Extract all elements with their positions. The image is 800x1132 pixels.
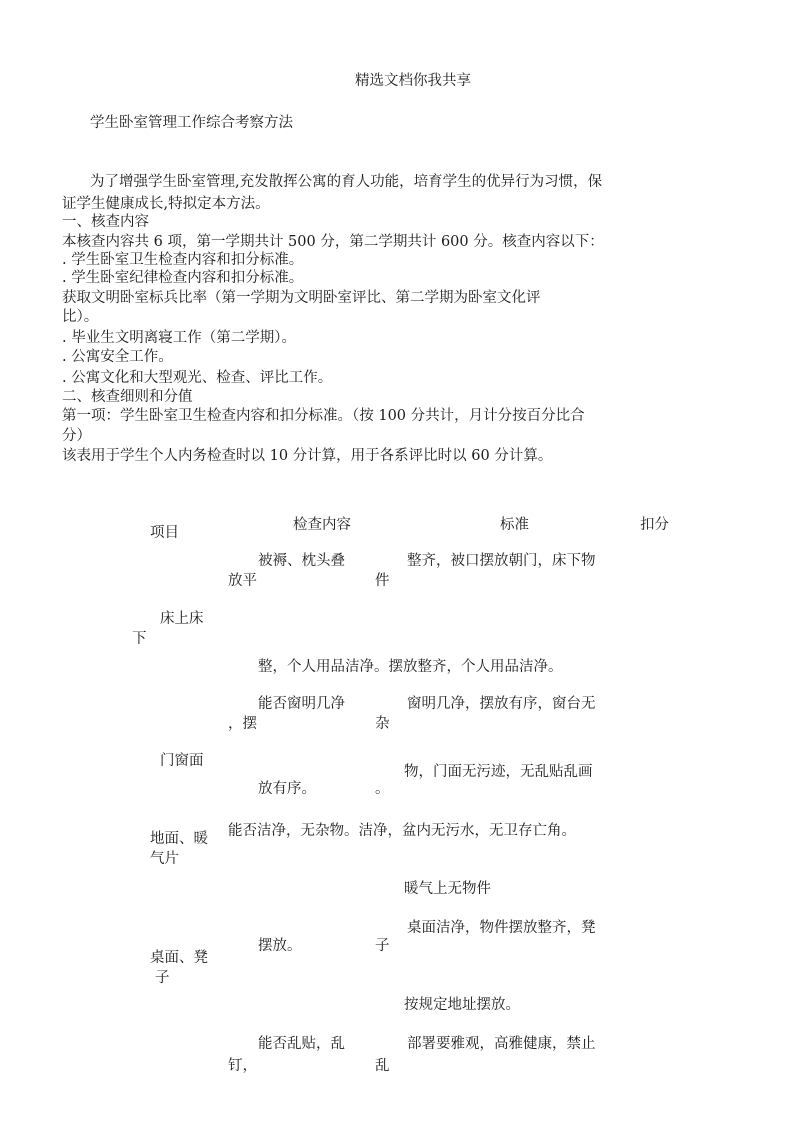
bed-content-char: 件: [375, 573, 390, 589]
door-content-line-2: ，摆: [228, 716, 257, 732]
section-1-item: . 公寓文化和大型观光、检查、评比工作。: [62, 370, 333, 386]
table-header-standard: 标准: [500, 517, 529, 533]
door-content-char: 杂: [375, 716, 390, 732]
intro-line-2: 证学生健康成长,特拟定本方法。: [62, 196, 270, 212]
table-header-deduct: 扣分: [640, 517, 669, 533]
floor-item-name-1: 地面、暖: [150, 831, 208, 847]
section-1-item: 获取文明卧室标兵比率（第一学期为文明卧室评比、第二学期为卧室文化评: [62, 290, 541, 306]
table-header-content: 检查内容: [293, 517, 351, 533]
door-content-line-1: 能否窗明几净: [258, 696, 345, 712]
document-title: 学生卧室管理工作综合考察方法: [90, 115, 293, 131]
floor-row-text: 能否洁净，无杂物。洁净，盆内无污水，无卫存亡角。: [228, 823, 576, 839]
door-standard-line-1: 窗明几净，摆放有序，窗台无: [407, 696, 596, 712]
table-header-item: 项目: [150, 525, 179, 541]
section-2-heading: 二、核查细则和分值: [62, 389, 193, 405]
section-2-item-1-line-1: 第一项：学生卧室卫生检查内容和扣分标准。（按 100 分共计，月计分按百分比合: [62, 408, 585, 424]
wall-standard-line-1: 部署要雅观，高雅健康，禁止: [407, 1036, 596, 1052]
door-item-name: 门窗面: [160, 753, 204, 769]
intro-line-1: 为了增强学生卧室管理,充发散挥公寓的育人功能，培育学生的优异行为习惯，保: [90, 174, 603, 190]
door-content-line-3: 放有序。: [258, 781, 316, 797]
floor-standard-line-2: 暖气上无物件: [404, 881, 491, 897]
bed-content-line-2: 放平: [228, 573, 257, 589]
page-header: 精选文档你我共享: [355, 73, 471, 89]
floor-item-name-2: 气片: [150, 851, 179, 867]
section-1-summary: 本核查内容共 6 项，第一学期共计 500 分，第二学期共计 600 分。核查内容以下：: [62, 234, 604, 250]
section-1-item: . 毕业生文明离寝工作（第二学期）。: [62, 330, 296, 346]
desk-item-name-1: 桌面、凳: [150, 950, 208, 966]
door-content-mark: 。: [375, 781, 390, 797]
section-1-item: . 公寓安全工作。: [62, 349, 173, 365]
bed-content-line-1: 被褥、枕头叠: [258, 553, 345, 569]
wall-content-line-2: 钉，: [228, 1058, 257, 1074]
bed-standard-line-2: 整，个人用品洁净。摆放整齐，个人用品洁净。: [258, 659, 563, 675]
desk-standard-line-1: 桌面洁净，物件摆放整齐，凳: [407, 920, 596, 936]
bed-item-name-1: 床上床: [160, 611, 204, 627]
desk-standard-line-2: 按规定地址摆放。: [404, 997, 520, 1013]
bed-standard-line-1: 整齐，被口摆放朝门，床下物: [407, 553, 596, 569]
section-2-item-1-line-2: 分）: [62, 428, 91, 444]
door-standard-line-2: 物，门面无污迹，无乱贴乱画: [404, 764, 593, 780]
section-1-item: . 学生卧室卫生检查内容和扣分标准。: [62, 252, 304, 268]
desk-item-name-2: 子: [155, 970, 170, 986]
wall-content-char: 乱: [375, 1058, 390, 1074]
wall-content-line-1: 能否乱贴，乱: [258, 1036, 345, 1052]
desk-content-char: 子: [375, 938, 390, 954]
section-1-heading: 一、核查内容: [62, 214, 149, 230]
section-1-item: . 学生卧室纪律检查内容和扣分标准。: [62, 270, 304, 286]
desk-content-line-1: 摆放。: [258, 938, 302, 954]
section-2-note: 该表用于学生个人内务检查时以 10 分计算，用于各系评比时以 60 分计算。: [62, 448, 553, 464]
bed-item-name-2: 下: [132, 631, 147, 647]
section-1-item: 比）。: [62, 309, 99, 325]
